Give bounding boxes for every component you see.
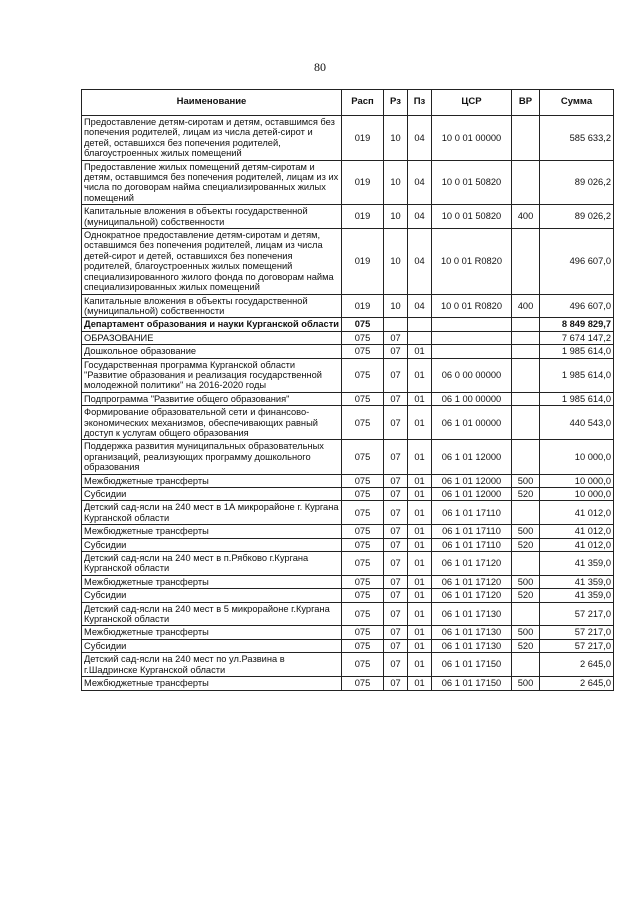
cell-rz: 07 bbox=[384, 331, 408, 344]
cell-csr: 06 1 01 17110 bbox=[432, 538, 512, 551]
cell-pz: 01 bbox=[408, 677, 432, 690]
cell-name: Однократное предоставление детям-сиротам и детям, оставшимся без попечения родителей, лицам из числа детей-сирот и детей, оставшихся без попечения родителей, благоустроенных жилых помещений специализированного жилого фонда по договорам найма специализированных жилых помещений bbox=[82, 229, 342, 294]
table-row bbox=[82, 653, 614, 677]
table-row bbox=[82, 116, 614, 161]
cell-rz: 07 bbox=[384, 538, 408, 551]
cell-name: Предоставление детям-сиротам и детям, оставшимся без попечения родителей, лицам из числа детей-сирот и детей, оставшихся без попечения родителей, благоустроенных жилых помещений bbox=[82, 116, 342, 161]
cell-name: Подпрограмма "Развитие общего образования" bbox=[82, 392, 342, 405]
cell-name: Дошкольное образование bbox=[82, 345, 342, 358]
cell-vr: 520 bbox=[512, 589, 540, 602]
header-rz: Рз bbox=[384, 90, 408, 116]
cell-csr: 06 1 01 12000 bbox=[432, 488, 512, 501]
table-row bbox=[82, 318, 614, 331]
cell-rz: 07 bbox=[384, 626, 408, 639]
cell-pz: 01 bbox=[408, 538, 432, 551]
cell-vr: 520 bbox=[512, 488, 540, 501]
cell-csr bbox=[432, 331, 512, 344]
cell-rz: 07 bbox=[384, 345, 408, 358]
header-pz: Пз bbox=[408, 90, 432, 116]
cell-rasp: 075 bbox=[342, 639, 384, 652]
cell-pz: 01 bbox=[408, 392, 432, 405]
cell-pz: 01 bbox=[408, 589, 432, 602]
cell-rz: 07 bbox=[384, 501, 408, 525]
cell-sum: 41 012,0 bbox=[540, 525, 614, 538]
cell-rz: 07 bbox=[384, 474, 408, 487]
cell-rz: 07 bbox=[384, 406, 408, 440]
cell-rasp: 075 bbox=[342, 440, 384, 474]
cell-rasp: 019 bbox=[342, 205, 384, 229]
cell-csr: 06 0 00 00000 bbox=[432, 358, 512, 392]
cell-rz: 07 bbox=[384, 677, 408, 690]
cell-csr: 06 1 01 12000 bbox=[432, 474, 512, 487]
cell-sum: 41 012,0 bbox=[540, 501, 614, 525]
cell-name: Межбюджетные трансферты bbox=[82, 474, 342, 487]
cell-rasp: 075 bbox=[342, 474, 384, 487]
cell-rasp: 075 bbox=[342, 552, 384, 576]
cell-vr bbox=[512, 160, 540, 205]
cell-rasp: 075 bbox=[342, 392, 384, 405]
cell-vr bbox=[512, 229, 540, 294]
table-row bbox=[82, 589, 614, 602]
cell-sum: 89 026,2 bbox=[540, 205, 614, 229]
table-row bbox=[82, 392, 614, 405]
cell-csr: 10 0 01 50820 bbox=[432, 160, 512, 205]
cell-vr: 500 bbox=[512, 626, 540, 639]
cell-pz: 01 bbox=[408, 552, 432, 576]
cell-rz: 07 bbox=[384, 392, 408, 405]
header-sum: Сумма bbox=[540, 90, 614, 116]
cell-sum: 57 217,0 bbox=[540, 626, 614, 639]
cell-vr: 520 bbox=[512, 639, 540, 652]
cell-name: Субсидии bbox=[82, 488, 342, 501]
table-row bbox=[82, 575, 614, 588]
cell-vr: 500 bbox=[512, 677, 540, 690]
cell-sum: 41 359,0 bbox=[540, 552, 614, 576]
cell-vr bbox=[512, 602, 540, 626]
cell-pz: 04 bbox=[408, 160, 432, 205]
cell-sum: 1 985 614,0 bbox=[540, 345, 614, 358]
table-row bbox=[82, 677, 614, 690]
cell-csr: 10 0 01 R0820 bbox=[432, 229, 512, 294]
cell-vr: 500 bbox=[512, 474, 540, 487]
cell-sum: 585 633,2 bbox=[540, 116, 614, 161]
cell-rz: 10 bbox=[384, 116, 408, 161]
cell-vr: 520 bbox=[512, 538, 540, 551]
table-row bbox=[82, 229, 614, 294]
cell-sum: 1 985 614,0 bbox=[540, 358, 614, 392]
table-row bbox=[82, 160, 614, 205]
cell-vr: 400 bbox=[512, 294, 540, 318]
cell-name: Департамент образования и науки Курганской области bbox=[82, 318, 342, 331]
table-row bbox=[82, 294, 614, 318]
cell-name: Межбюджетные трансферты bbox=[82, 626, 342, 639]
cell-name: Государственная программа Курганской области "Развитие образования и реализация государственной молодежной политики" на 2016-2020 годы bbox=[82, 358, 342, 392]
table-header-row bbox=[82, 90, 614, 116]
cell-sum: 57 217,0 bbox=[540, 602, 614, 626]
cell-sum: 8 849 829,7 bbox=[540, 318, 614, 331]
cell-sum: 89 026,2 bbox=[540, 160, 614, 205]
cell-pz: 01 bbox=[408, 345, 432, 358]
cell-pz: 04 bbox=[408, 205, 432, 229]
cell-rasp: 075 bbox=[342, 488, 384, 501]
cell-csr: 06 1 01 17110 bbox=[432, 525, 512, 538]
table-row bbox=[82, 501, 614, 525]
table-row bbox=[82, 406, 614, 440]
cell-csr: 06 1 01 17130 bbox=[432, 639, 512, 652]
cell-pz: 01 bbox=[408, 501, 432, 525]
cell-sum: 496 607,0 bbox=[540, 294, 614, 318]
cell-vr bbox=[512, 392, 540, 405]
cell-pz: 04 bbox=[408, 116, 432, 161]
cell-name: Поддержка развития муниципальных образовательных организаций, реализующих программу дошкольного образования bbox=[82, 440, 342, 474]
cell-csr: 06 1 00 00000 bbox=[432, 392, 512, 405]
cell-sum: 10 000,0 bbox=[540, 440, 614, 474]
cell-name: Межбюджетные трансферты bbox=[82, 677, 342, 690]
cell-csr: 06 1 01 17130 bbox=[432, 602, 512, 626]
cell-name: Капитальные вложения в объекты государственной (муниципальной) собственности bbox=[82, 294, 342, 318]
cell-name: Детский сад-ясли на 240 мест по ул.Развина в г.Шадринске Курганской области bbox=[82, 653, 342, 677]
cell-pz: 01 bbox=[408, 474, 432, 487]
header-csr: ЦСР bbox=[432, 90, 512, 116]
cell-name: Капитальные вложения в объекты государственной (муниципальной) собственности bbox=[82, 205, 342, 229]
cell-name: Межбюджетные трансферты bbox=[82, 575, 342, 588]
budget-table bbox=[81, 89, 614, 691]
cell-rz: 10 bbox=[384, 229, 408, 294]
table-row bbox=[82, 552, 614, 576]
cell-rz: 07 bbox=[384, 358, 408, 392]
cell-rasp: 075 bbox=[342, 358, 384, 392]
cell-pz: 04 bbox=[408, 294, 432, 318]
cell-csr bbox=[432, 345, 512, 358]
cell-csr: 06 1 01 17120 bbox=[432, 589, 512, 602]
header-vr: ВР bbox=[512, 90, 540, 116]
cell-csr: 06 1 01 17120 bbox=[432, 575, 512, 588]
cell-vr bbox=[512, 331, 540, 344]
cell-csr: 06 1 01 17120 bbox=[432, 552, 512, 576]
table-body bbox=[82, 116, 614, 691]
cell-rasp: 075 bbox=[342, 575, 384, 588]
cell-rasp: 075 bbox=[342, 345, 384, 358]
cell-pz: 01 bbox=[408, 488, 432, 501]
cell-sum: 1 985 614,0 bbox=[540, 392, 614, 405]
table-row bbox=[82, 639, 614, 652]
cell-csr: 06 1 01 17150 bbox=[432, 653, 512, 677]
cell-rasp: 075 bbox=[342, 653, 384, 677]
cell-pz: 01 bbox=[408, 525, 432, 538]
cell-rasp: 019 bbox=[342, 116, 384, 161]
cell-rasp: 019 bbox=[342, 294, 384, 318]
cell-sum: 57 217,0 bbox=[540, 639, 614, 652]
cell-sum: 2 645,0 bbox=[540, 653, 614, 677]
cell-sum: 10 000,0 bbox=[540, 474, 614, 487]
table-row bbox=[82, 474, 614, 487]
cell-rz: 07 bbox=[384, 589, 408, 602]
cell-name: Детский сад-ясли на 240 мест в п.Рябково г.Кургана Курганской области bbox=[82, 552, 342, 576]
cell-rasp: 075 bbox=[342, 501, 384, 525]
cell-rz: 07 bbox=[384, 602, 408, 626]
cell-name: ОБРАЗОВАНИЕ bbox=[82, 331, 342, 344]
cell-csr: 06 1 01 17110 bbox=[432, 501, 512, 525]
cell-name: Детский сад-ясли на 240 мест в 1А микрорайоне г. Кургана Курганской области bbox=[82, 501, 342, 525]
cell-pz: 01 bbox=[408, 602, 432, 626]
cell-rasp: 075 bbox=[342, 318, 384, 331]
table-row bbox=[82, 358, 614, 392]
cell-rz: 07 bbox=[384, 575, 408, 588]
cell-vr: 500 bbox=[512, 575, 540, 588]
cell-csr: 10 0 01 00000 bbox=[432, 116, 512, 161]
cell-rz: 10 bbox=[384, 294, 408, 318]
cell-sum: 10 000,0 bbox=[540, 488, 614, 501]
cell-pz: 04 bbox=[408, 229, 432, 294]
table-row bbox=[82, 331, 614, 344]
cell-vr bbox=[512, 406, 540, 440]
cell-name: Субсидии bbox=[82, 589, 342, 602]
table-row bbox=[82, 488, 614, 501]
cell-rasp: 019 bbox=[342, 160, 384, 205]
cell-rasp: 075 bbox=[342, 538, 384, 551]
page-number: 80 bbox=[314, 60, 326, 74]
cell-vr bbox=[512, 440, 540, 474]
cell-name: Предоставление жилых помещений детям-сиротам и детям, оставшимся без попечения родителей, лицам из их числа по договорам найма специализированных жилых помещений bbox=[82, 160, 342, 205]
cell-pz bbox=[408, 331, 432, 344]
cell-sum: 41 359,0 bbox=[540, 589, 614, 602]
cell-sum: 496 607,0 bbox=[540, 229, 614, 294]
cell-rz: 07 bbox=[384, 440, 408, 474]
cell-pz: 01 bbox=[408, 358, 432, 392]
cell-sum: 41 012,0 bbox=[540, 538, 614, 551]
cell-name: Детский сад-ясли на 240 мест в 5 микрорайоне г.Кургана Курганской области bbox=[82, 602, 342, 626]
cell-rasp: 075 bbox=[342, 589, 384, 602]
table-row bbox=[82, 602, 614, 626]
cell-name: Субсидии bbox=[82, 639, 342, 652]
cell-sum: 7 674 147,2 bbox=[540, 331, 614, 344]
cell-pz: 01 bbox=[408, 575, 432, 588]
cell-rz: 07 bbox=[384, 653, 408, 677]
cell-rasp: 075 bbox=[342, 677, 384, 690]
cell-rz: 07 bbox=[384, 525, 408, 538]
cell-csr: 06 1 01 17130 bbox=[432, 626, 512, 639]
cell-csr: 06 1 01 00000 bbox=[432, 406, 512, 440]
cell-vr: 500 bbox=[512, 525, 540, 538]
cell-vr bbox=[512, 345, 540, 358]
cell-rasp: 075 bbox=[342, 331, 384, 344]
cell-csr: 06 1 01 17150 bbox=[432, 677, 512, 690]
cell-rz: 10 bbox=[384, 160, 408, 205]
cell-rz: 07 bbox=[384, 639, 408, 652]
cell-rz: 07 bbox=[384, 552, 408, 576]
cell-rz: 07 bbox=[384, 488, 408, 501]
cell-sum: 440 543,0 bbox=[540, 406, 614, 440]
cell-name: Формирование образовательной сети и финансово-экономических механизмов, обеспечивающих равный доступ к услугам общего образования bbox=[82, 406, 342, 440]
cell-pz: 01 bbox=[408, 440, 432, 474]
table-row bbox=[82, 345, 614, 358]
table-row bbox=[82, 525, 614, 538]
table-row bbox=[82, 538, 614, 551]
cell-rasp: 075 bbox=[342, 602, 384, 626]
cell-rasp: 075 bbox=[342, 626, 384, 639]
cell-vr bbox=[512, 501, 540, 525]
cell-rz: 10 bbox=[384, 205, 408, 229]
cell-vr: 400 bbox=[512, 205, 540, 229]
table-row bbox=[82, 205, 614, 229]
table-row bbox=[82, 440, 614, 474]
cell-pz: 01 bbox=[408, 653, 432, 677]
header-rasp: Расп bbox=[342, 90, 384, 116]
cell-vr bbox=[512, 116, 540, 161]
cell-name: Субсидии bbox=[82, 538, 342, 551]
cell-vr bbox=[512, 358, 540, 392]
cell-vr bbox=[512, 318, 540, 331]
cell-csr bbox=[432, 318, 512, 331]
cell-sum: 41 359,0 bbox=[540, 575, 614, 588]
table-row bbox=[82, 626, 614, 639]
cell-vr bbox=[512, 552, 540, 576]
cell-pz: 01 bbox=[408, 639, 432, 652]
cell-pz: 01 bbox=[408, 626, 432, 639]
cell-rz bbox=[384, 318, 408, 331]
cell-vr bbox=[512, 653, 540, 677]
cell-pz bbox=[408, 318, 432, 331]
cell-name: Межбюджетные трансферты bbox=[82, 525, 342, 538]
cell-rasp: 075 bbox=[342, 525, 384, 538]
cell-csr: 06 1 01 12000 bbox=[432, 440, 512, 474]
cell-csr: 10 0 01 50820 bbox=[432, 205, 512, 229]
cell-sum: 2 645,0 bbox=[540, 677, 614, 690]
cell-csr: 10 0 01 R0820 bbox=[432, 294, 512, 318]
header-name: Наименование bbox=[82, 90, 342, 116]
cell-pz: 01 bbox=[408, 406, 432, 440]
cell-rasp: 019 bbox=[342, 229, 384, 294]
cell-rasp: 075 bbox=[342, 406, 384, 440]
